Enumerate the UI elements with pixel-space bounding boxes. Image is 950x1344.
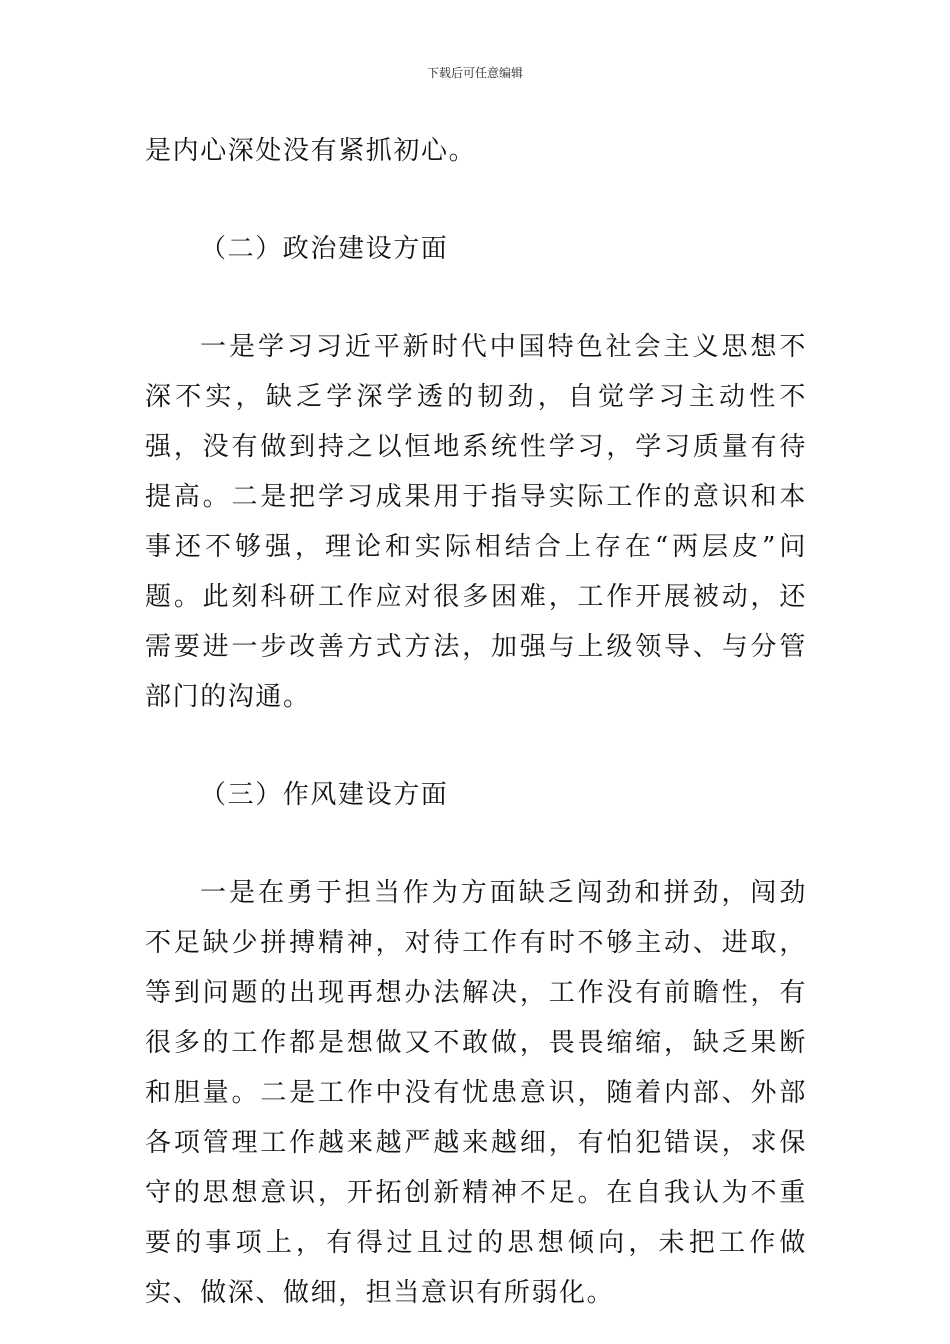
page-header: 下载后可任意编辑 (426, 66, 523, 80)
intro-line: 是内心深处没有紧抓初心。 (145, 136, 477, 166)
spacer (145, 820, 807, 868)
section-paragraph-political: 一是学习习近平新时代中国特色社会主义思想不深不实，缺乏学深学透的韧劲，自觉学习主动性不强，没有做到持之以恒地系统性学习，学习质量有待提高。二是把学习成果用于指导实际工作的意识和本事还不够强，理论和实际相结合上存在“两层皮”问题。此刻科研工作应对很多困难，工作开展被动，还需要进一步改善方式方法，加强与上级领导、与分管部门的沟通。 (145, 332, 807, 712)
section-heading-style: （三）作风建设方面 (200, 780, 449, 810)
spacer (145, 274, 807, 322)
section-paragraph-style: 一是在勇于担当作为方面缺乏闯劲和拼劲，闯劲不足缺少拼搏精神，对待工作有时不够主动、进取，等到问题的出现再想办法解决，工作没有前瞻性，有很多的工作都是想做又不敢做，畏畏缩缩，缺乏果断和胆量。二是工作中没有忧患意识，随着内部、外部各项管理工作越来越严越来越细，有怕犯错误，求保守的思想意识，开拓创新精神不足。在自我认为不重要的事项上，有得过且过的思想倾向，未把工作做实、做深、做细，担当意识有所弱化。 (145, 878, 807, 1308)
spacer (145, 722, 807, 770)
spacer (145, 176, 807, 224)
document-body (145, 126, 807, 1318)
section-heading-political: （二）政治建设方面 (200, 234, 449, 264)
